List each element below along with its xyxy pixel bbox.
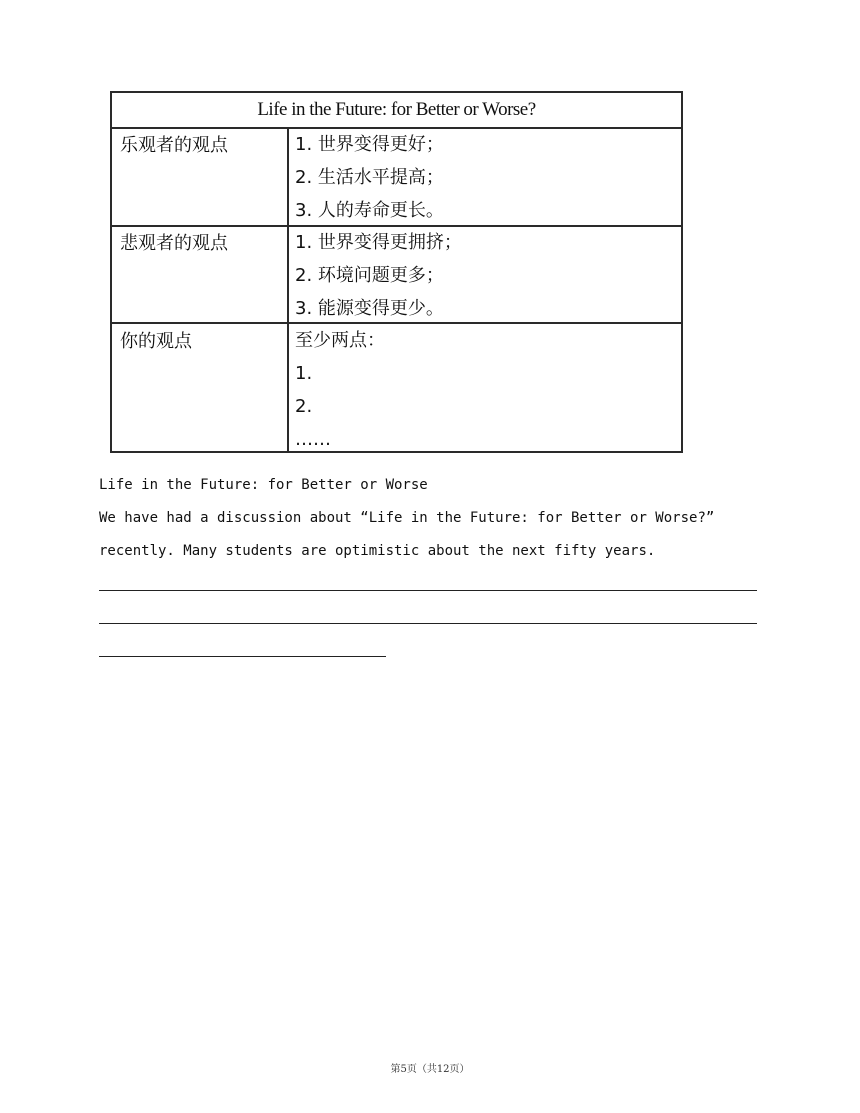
writing-prompt-table	[110, 91, 683, 453]
answer-line	[99, 623, 757, 624]
optimists-points	[295, 128, 444, 227]
pessimists-points	[295, 226, 462, 325]
list-item: 2.	[295, 396, 313, 417]
column-divider	[287, 127, 289, 451]
list-item: 至少两点：	[295, 330, 385, 351]
answer-line	[99, 656, 386, 657]
row-label-your-opinion: 你的观点	[120, 331, 192, 352]
list-item: 1. 世界变得更拥挤；	[295, 232, 462, 253]
essay-heading: Life in the Future: for Better or Worse	[99, 477, 428, 493]
list-item: 3. 能源变得更少。	[295, 298, 444, 319]
row-label-optimists: 乐观者的观点	[120, 135, 228, 156]
your-opinion-points	[295, 324, 385, 456]
essay-text-line: recently. Many students are optimistic about the next fifty years.	[99, 543, 656, 559]
list-item: ……	[295, 429, 331, 450]
list-item: 1. 世界变得更好；	[295, 134, 444, 155]
row-label-pessimists: 悲观者的观点	[120, 233, 228, 254]
essay-text-line: We have had a discussion about “Life in the Future: for Better or Worse?”	[99, 510, 715, 526]
list-item: 2. 生活水平提高；	[295, 167, 444, 188]
page-footer: 第5页（共12页）	[390, 1064, 470, 1075]
table-title: Life in the Future: for Better or Worse?	[112, 93, 681, 129]
answer-line	[99, 590, 757, 591]
list-item: 2. 环境问题更多；	[295, 265, 444, 286]
list-item: 3. 人的寿命更长。	[295, 200, 444, 221]
list-item: 1.	[295, 363, 313, 384]
